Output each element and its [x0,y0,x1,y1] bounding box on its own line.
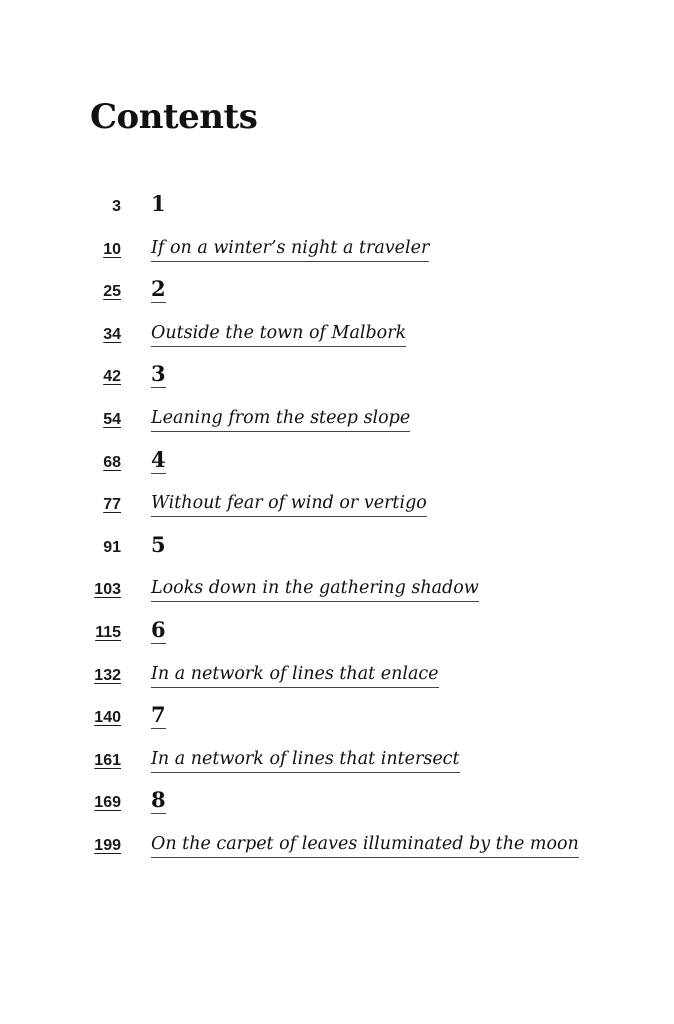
toc-chapter-title[interactable]: In a network of lines that enlace [151,663,439,688]
toc-chapter-title[interactable]: Outside the town of Malbork [151,322,406,347]
toc-part-number[interactable]: 8 [151,787,166,813]
toc-row [0,827,674,870]
toc-part-number[interactable]: 2 [151,276,166,302]
toc-page-number[interactable]: 115 [95,623,121,641]
toc-row [0,657,674,700]
toc-page-number[interactable]: 77 [103,496,121,514]
toc-row [0,358,674,401]
toc-part-number[interactable]: 7 [151,702,166,728]
toc-chapter-title[interactable]: Without fear of wind or vertigo [151,492,427,517]
toc-row [0,273,674,316]
toc-page-number[interactable]: 34 [103,325,121,343]
toc-row [0,529,674,572]
toc-page-number[interactable]: 68 [103,453,121,471]
toc-chapter-title[interactable]: Looks down in the gathering shadow [151,577,479,602]
toc-row [0,699,674,742]
toc-page-number[interactable]: 161 [94,751,121,769]
toc-row [0,486,674,529]
toc-chapter-title[interactable]: In a network of lines that intersect [151,748,460,773]
toc-row [0,571,674,614]
toc-part-number[interactable]: 4 [151,446,166,472]
toc-page-number[interactable]: 199 [94,836,121,854]
toc-page-number[interactable]: 42 [103,368,121,386]
table-of-contents [0,188,674,870]
toc-row [0,188,674,231]
toc-chapter-title[interactable]: Leaning from the steep slope [151,407,410,432]
toc-row [0,784,674,827]
toc-page-number[interactable]: 140 [94,709,121,727]
toc-row [0,401,674,444]
toc-page-number[interactable]: 132 [94,666,121,684]
toc-row [0,444,674,487]
toc-page-number[interactable]: 54 [103,410,121,428]
toc-page-number[interactable]: 169 [94,794,121,812]
toc-part-number[interactable]: 1 [151,191,166,216]
toc-page-number[interactable]: 25 [103,283,121,301]
toc-row [0,316,674,359]
toc-page-number[interactable]: 91 [103,538,121,556]
toc-page-number[interactable]: 3 [112,198,121,215]
toc-row [0,742,674,785]
toc-row [0,614,674,657]
toc-part-number[interactable]: 5 [151,531,166,557]
toc-chapter-title[interactable]: If on a winter’s night a traveler [151,237,429,262]
toc-part-number[interactable]: 6 [151,616,166,642]
toc-part-number[interactable]: 3 [151,361,166,387]
toc-chapter-title[interactable]: On the carpet of leaves illuminated by the moon [151,833,579,858]
toc-row [0,231,674,274]
toc-page-number[interactable]: 103 [94,581,121,599]
page-title: Contents [90,97,258,137]
toc-page-number[interactable]: 10 [103,240,121,258]
